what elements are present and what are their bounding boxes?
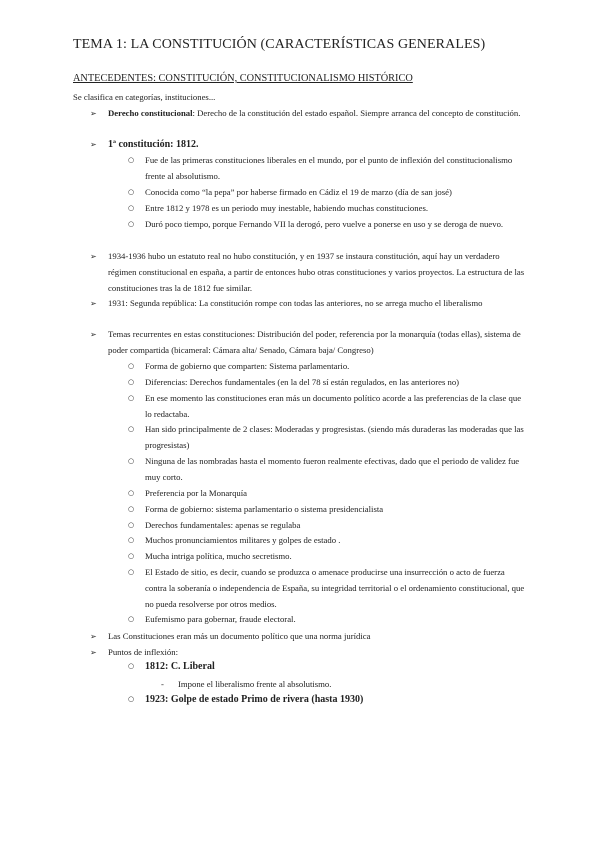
sub-list-item: ○ Han sido principalmente de 2 clases: Moderadas y progresistas. (siendo más duraderas las moderadas que las progresistas) — [128, 424, 524, 450]
list-item: ➢ 1934-1936 hubo un estatuto real no hubo constitución, y en 1937 se instaura constitución, aquí hay un verdadero régimen constitucional en españa, a partir de entonces hubo otras constituciones y varios proyectos. La estructura de las constituciones tras la de 1812 fue similar. — [90, 251, 525, 293]
circle-bullet-icon: ○ — [128, 536, 135, 544]
sub-list-item: ○ Mucha intriga política, mucho secretismo. — [128, 549, 528, 565]
sub-list-item: ○ El Estado de sitio, es decir, cuando se produzca o amenace producirse una insurrección o acto de fuerza contra la soberanía o independencia de España, su integridad territorial o el ordenamiento constitucional, que no pueda resolverse por otros medios. — [128, 567, 525, 609]
circle-bullet-icon: ○ — [128, 568, 135, 576]
sub-list-item: ○ 1923: Golpe de estado Primo de rivera (hasta 1930) — [128, 692, 528, 708]
circle-bullet-icon: ○ — [128, 662, 135, 670]
sub-list-item: ○ En ese momento las constituciones eran más un documento político acorde a las preferencias de la clase que lo redactaba. — [128, 393, 522, 419]
arrow-bullet-icon: ➢ — [90, 330, 97, 339]
sub-list-item: ○ Diferencias: Derechos fundamentales (en la del 78 sí están regulados, en las anteriores no) — [128, 375, 528, 391]
circle-bullet-icon: ○ — [128, 204, 135, 212]
circle-bullet-icon: ○ — [128, 505, 135, 513]
circle-bullet-icon: ○ — [128, 425, 135, 433]
term: 1ª constitución: 1812. — [108, 139, 199, 150]
circle-bullet-icon: ○ — [128, 362, 135, 370]
intro-text: Se clasifica en categorías, instituciones... — [73, 92, 216, 102]
arrow-bullet-icon: ➢ — [90, 252, 97, 261]
arrow-bullet-icon: ➢ — [90, 109, 97, 118]
sub-list-item: ○ Entre 1812 y 1978 es un periodo muy inestable, habiendo muchas constituciones. — [128, 201, 528, 217]
section-heading: ANTECEDENTES: CONSTITUCIÓN, CONSTITUCIONALISMO HISTÓRICO — [73, 73, 413, 84]
list-item: ➢ 1931: Segunda república: La constitución rompe con todas las anteriores, no se arrega mucho el liberalismo — [90, 296, 530, 312]
sub-list-item: ○ 1812: C. Liberal — [128, 659, 528, 675]
circle-bullet-icon: ○ — [128, 156, 135, 164]
circle-bullet-icon: ○ — [128, 394, 135, 402]
dash-bullet-icon: - — [161, 679, 164, 689]
circle-bullet-icon: ○ — [128, 489, 135, 497]
page-title: TEMA 1: LA CONSTITUCIÓN (CARACTERÍSTICAS GENERALES) — [73, 37, 486, 52]
circle-bullet-icon: ○ — [128, 615, 135, 623]
sub-list-item: ○ Derechos fundamentales: apenas se regulaba — [128, 518, 528, 534]
arrow-bullet-icon: ➢ — [90, 632, 97, 641]
arrow-bullet-icon: ➢ — [90, 299, 97, 308]
term: Derecho constitucional — [108, 108, 193, 118]
circle-bullet-icon: ○ — [128, 521, 135, 529]
sub-list-item: ○ Forma de gobierno: sistema parlamentario o sistema presidencialista — [128, 502, 528, 518]
circle-bullet-icon: ○ — [128, 378, 135, 386]
sub-list-item: ○ Preferencia por la Monarquía — [128, 486, 528, 502]
sub-list-item: ○ Muchos pronunciamientos militares y golpes de estado . — [128, 533, 528, 549]
sub-list-item: ○ Duró poco tiempo, porque Fernando VII la derogó, pero vuelve a ponerse en uso y se deroga de nuevo. — [128, 217, 528, 233]
list-item — [90, 137, 530, 153]
definition: : Derecho de la constitución del estado español. Siempre arranca del concepto de constitución. — [192, 108, 521, 118]
sub-sub-list-item: - Impone el liberalismo frente al absolutismo. — [161, 677, 521, 693]
sub-list-item: ○ Forma de gobierno que comparten: Sistema parlamentario. — [128, 359, 528, 375]
sub-list-item: ○ Fue de las primeras constituciones liberales en el mundo, por el punto de inflexión del constitucionalismo frente al absolutismo. — [128, 155, 513, 181]
arrow-bullet-icon: ➢ — [90, 140, 97, 149]
sub-list-item: ○ Conocida como “la pepa” por haberse firmado en Cádiz el 19 de marzo (día de san josé) — [128, 185, 528, 201]
circle-bullet-icon: ○ — [128, 552, 135, 560]
arrow-bullet-icon: ➢ — [90, 648, 97, 657]
list-item: ➢ Temas recurrentes en estas constituciones: Distribución del poder, referencia por la monarquía (todas ellas), sistema de poder compartida (bicameral: Cámara alta/ Senado, Cámara baja/ Congreso) — [90, 329, 521, 355]
list-item: ➢ Puntos de inflexión: — [90, 645, 530, 661]
sub-list-item: ○ Eufemismo para gobernar, fraude electoral. — [128, 612, 528, 628]
circle-bullet-icon: ○ — [128, 695, 135, 703]
circle-bullet-icon: ○ — [128, 457, 135, 465]
circle-bullet-icon: ○ — [128, 188, 135, 196]
list-item: ➢ Las Constituciones eran más un documento político que una norma jurídica — [90, 629, 530, 645]
list-item — [90, 106, 530, 122]
sub-list-item: ○ Ninguna de las nombradas hasta el momento fueron realmente efectivas, dado que el periodo de validez fue muy corto. — [128, 456, 520, 482]
circle-bullet-icon: ○ — [128, 220, 135, 228]
